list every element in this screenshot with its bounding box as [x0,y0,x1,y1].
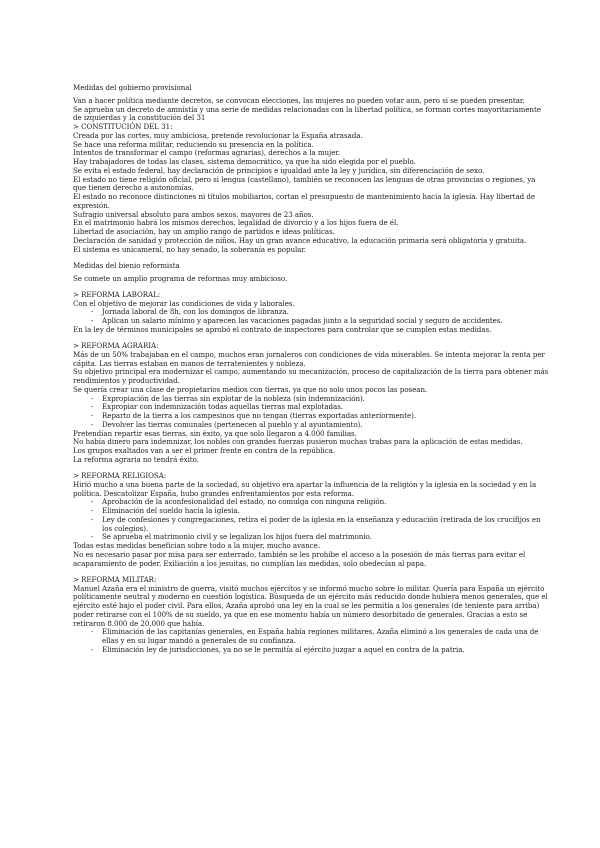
constitution-line: Libertad de asociación, hay un amplio rango de partidos e ideas políticas. [73,227,335,236]
laboral-heading: > REFORMA LABORAL: [73,289,161,299]
section-reforma-agraria [73,342,550,465]
list-item: - Aprobación de la aconfesionalidad del estado, no comulga con ninguna religión. [73,498,550,507]
list-item: - Devolver las tierras comunales (pertenecen al pueblo y al ayuntamiento). [73,421,550,430]
section-provisional-government [73,84,550,123]
bienio-intro: Se comete un amplio programa de reformas muy ambicioso. [73,273,288,283]
section-reforma-militar [73,576,550,655]
provisional-line: Van a hacer política mediante decretos, se convocan elecciones, las mujeres no pueden votar aun, pero si se pueden presentar. [73,95,525,105]
militar-bullet-list [73,628,550,654]
bienio-heading: Medidas del bienio reformista [73,260,180,270]
section-reforma-religiosa [73,472,550,568]
list-item: - Ley de confesiones y congregaciones, retira el poder de la iglesia en la enseñanza y educación (retirada de los crucifijos en los colegios). [73,516,550,534]
constitution-line: El estado no reconoce distinciones ni títulos mobiliarios, cortan el presupuesto de mantenimiento hacia la iglesia. Hay libertad de expresión. [73,192,535,210]
constitution-heading: > CONSTITUCIÓN DEL 31: [73,122,173,131]
provisional-line: Se aprueba un decreto de amnistía y una serie de medidas relacionadas con la libertad política, se forman cortes mayoritariamente de izquierdas y la constitución del 31 [73,104,541,123]
religiosa-intro: Hirió mucho a una buena parte de la sociedad, su objetivo era apartar la influencia de la religión y la iglesia en la sociedad y en la política. Descatolizar España, hubo grandes enfrentamientos por esta reforma. [73,479,537,498]
constitution-line: Se evita el estado federal, hay declaración de principios e igualdad ante la ley y jurídica, sin diferenciación de sexo. [73,165,485,175]
agraria-after: Pretendían repartir esas tierras, sin éxito, ya que solo llegaron a 4.000 familias. [73,428,357,438]
laboral-bullet-list [73,308,550,326]
militar-intro: Manuel Azaña era el ministro de guerra, visitó muchos ejércitos y se informó mucho sobre lo militar. Quería para España un ejército políticamente neutral y moderno en cuestión logística. Búsqueda de un ejército más reducido donde hubiera menos generales, que el ejército esté bajo el poder civil. Para ellos, Azaña aprobó una ley en la cual se les permitía a los generales (de teniente para arriba) poder retirarse con el 100% de su sueldo, ya que en ese momento había un número desorbitado de generales. Gracias a esto se retiraron 8.000 de 20.000 que había. [73,583,548,628]
agraria-line: Se quería crear una clase de propietarios medios con tierras, ya que no solo unos pocos las posean. [73,384,428,394]
section-reforma-laboral [73,291,550,335]
agraria-after: La reforma agraria no tendrá éxito. [73,454,199,464]
agraria-after: No había dinero para indemnizar, los nobles con grandes fuerzas pusieron muchas trabas para la aplicación de estas medidas. [73,437,523,447]
agraria-line: Su objetivo principal era modernizar el campo, aumentando su mecanización, proceso de capitalización de la tierra para obtener más rendimientos y productividad. [73,367,549,385]
list-item: - Aplican un salario mínimo y aparecen las vacaciones pagadas junto a la seguridad social y seguro de accidentes. [73,317,550,326]
constitution-line: Sufragio universal absoluto para ambos sexos, mayores de 23 años. [73,209,314,219]
agraria-heading: > REFORMA AGRARIA: [73,341,159,350]
list-item: - Expropiación de las tierras sin explotar de la nobleza (sin indemnización). [73,395,550,404]
agraria-after: Los grupos exaltados van a ser el primer frente en contra de la república. [73,446,336,455]
religiosa-heading: > REFORMA RELIGIOSA: [73,471,167,480]
constitution-line: Declaración de sanidad y protección de niños. Hay un gran avance educativo, la educación primaria será obligatoria y gratuita. [73,235,527,245]
constitution-line: Hay trabajadores de todas las clases, sistema democrático, ya que ha sido elegida por el pueblo. [73,157,416,166]
constitution-line: El sistema es unicameral, no hay senado, la soberanía es popular. [73,244,307,254]
militar-heading: > REFORMA MILITAR: [73,574,157,584]
list-item: - Eliminación ley de jurisdicciones, ya no se le permitía al ejército juzgar a aquel en contra de la patria. [73,646,550,655]
laboral-intro: Con el objetivo de mejorar las condiciones de vida y laborales. [73,298,295,308]
agraria-line: Más de un 50% trabajaban en el campo, muchos eran jornaleros con condiciones de vida miserables. Se intenta mejorar la renta per cápita. Las tierras estaban en manos de terratenientes y nobleza. [73,349,545,368]
list-item: - Se aprueba el matrimonio civil y se legalizan los hijos fuera del matrimonio. [73,533,550,542]
list-item: - Eliminación de las capitanías generales, en España había regiones militares, Azaña eliminó a los generales de cada una de ellas y en su lugar mandó a generales de su confianza. [73,628,550,646]
list-item: - Eliminación del sueldo hacia la iglesia. [73,507,550,516]
constitution-line: Creada por las cortes, muy ambiciosa, pretende revolucionar la España atrasada. [73,130,363,140]
section-bienio-reformista [73,262,550,284]
list-item: - Jornada laboral de 8h, con los domingos de libranza. [73,308,550,317]
laboral-after: En la ley de términos municipales se aprobó el contrato de inspectores para controlar que se cumplen estas medidas. [73,324,492,334]
constitution-line: En el matrimonio habrá los mismos derechos, legalidad de divorcio y a los hijos fuera de él. [73,218,399,228]
religiosa-bullet-list [73,498,550,542]
list-item: - Reparto de la tierra a los campesinos que no tengan (tierras exportadas anteriormente). [73,412,550,421]
religiosa-after: Todas estas medidas benefician sobre todo a la mujer, mucho avance. [73,541,321,550]
constitution-line: El estado no tiene religión oficial, pero si lengua (castellano), también se reconocen las lenguas de otras provincias o regiones, ya que tienen derecho a autonomías. [73,174,536,193]
constitution-line: Se hace una reforma militar, reduciendo su presencia en la política. [73,139,314,149]
religiosa-after: No es necesario pasar por misa para ser enterrado, también se les prohibe el acceso a la posesión de más tierras para evitar el acaparamiento de poder. Exiliación a los jesuitas, no cumplían las medidas, solo obedecían al papa. [73,549,526,568]
constitution-line: Intentos de transformar el campo (reformas agrarias), derechos a la mujer. [73,148,341,158]
list-item: - Expropiar con indemnización todas aquellas tierras mal explotadas. [73,403,550,412]
provisional-heading: Medidas del gobierno provisional [73,83,192,92]
section-constitution [73,123,550,254]
agraria-bullet-list [73,395,550,430]
